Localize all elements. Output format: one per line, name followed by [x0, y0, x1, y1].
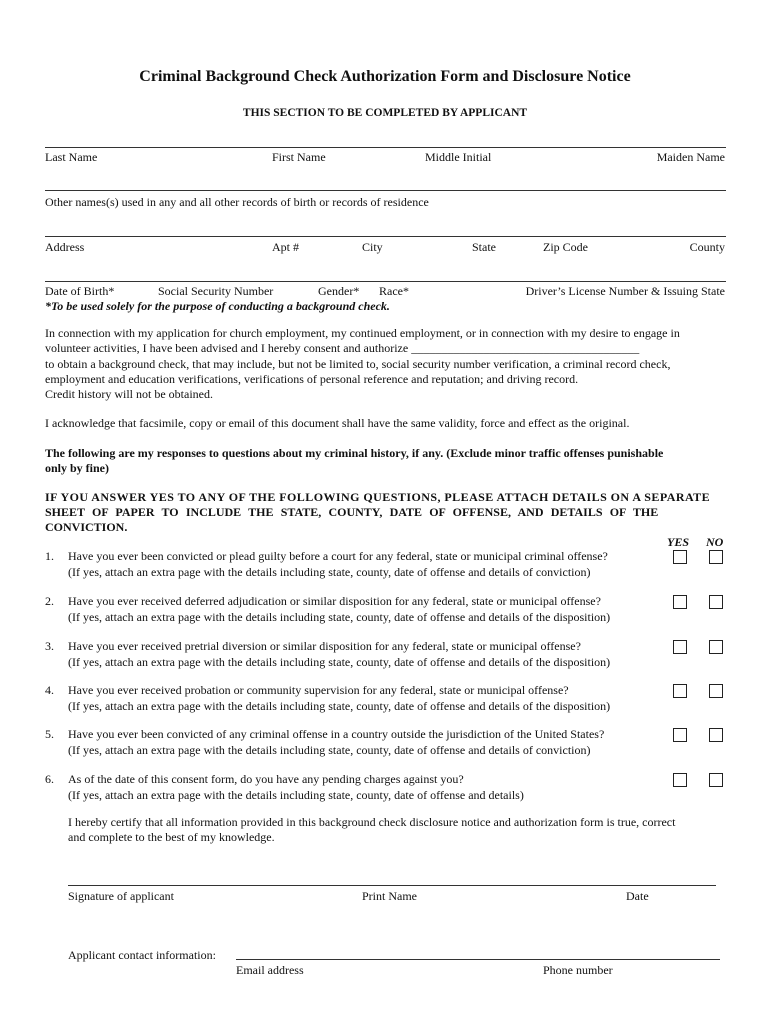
certify-line-2: and complete to the best of my knowledge. [68, 830, 275, 844]
question-6-no-checkbox[interactable] [709, 773, 723, 787]
zip-code-label: Zip Code [543, 240, 588, 254]
address-label: Address [45, 240, 85, 254]
no-column-header: NO [706, 535, 724, 549]
state-label: State [472, 240, 496, 254]
question-number: 6. [45, 772, 54, 786]
section-subtitle: THIS SECTION TO BE COMPLETED BY APPLICANT [242, 107, 528, 119]
question-1-no-checkbox[interactable] [709, 550, 723, 564]
middle-initial-label: Middle Initial [425, 150, 492, 164]
question-4-yes-checkbox[interactable] [673, 684, 687, 698]
question-3-yes-checkbox[interactable] [673, 640, 687, 654]
question-text: Have you ever been convicted or plead guilty before a court for any federal, state or municipal criminal offense? [68, 549, 608, 563]
footnote: *To be used solely for the purpose of conducting a background check. [45, 299, 390, 313]
question-6-yes-checkbox[interactable] [673, 773, 687, 787]
question-4-no-checkbox[interactable] [709, 684, 723, 698]
gender-label: Gender* [318, 284, 360, 298]
license-label: Driver’s License Number & Issuing State [525, 284, 725, 298]
consent-line-1: In connection with my application for church employment, my continued employment, or in connection with my desire to engage in [45, 326, 680, 340]
name-line[interactable] [45, 147, 726, 148]
race-label: Race* [379, 284, 409, 298]
dob-label: Date of Birth* [45, 284, 115, 298]
consent-line-3: to obtain a background check, that may include, but not be limited to, social security number verification, a criminal record check, [45, 357, 671, 371]
email-label: Email address [236, 963, 304, 977]
responses-intro-line-1: The following are my responses to questions about my criminal history, if any. (Exclude minor traffic offenses punishable [45, 446, 664, 460]
ssn-label: Social Security Number [158, 284, 274, 298]
question-2-no-checkbox[interactable] [709, 595, 723, 609]
apt-label: Apt # [272, 240, 299, 254]
instructions-line-3: CONVICTION. [45, 520, 128, 534]
consent-line-2: volunteer activities, I have been advised and I hereby consent and authorize ______________________________________ [45, 341, 640, 355]
question-note: (If yes, attach an extra page with the details including state, county, date of offense and details of the disposition) [68, 655, 611, 669]
date-label: Date [626, 889, 649, 903]
question-text: Have you ever received probation or community supervision for any federal, state or municipal offense? [68, 683, 569, 697]
signature-label: Signature of applicant [68, 889, 174, 903]
question-text: As of the date of this consent form, do you have any pending charges against you? [68, 772, 464, 786]
question-number: 4. [45, 683, 54, 697]
question-number: 3. [45, 639, 54, 653]
instructions-line-2: SHEET OF PAPER TO INCLUDE THE STATE, COUNTY, DATE OF OFFENSE, AND DETAILS OF THE [45, 505, 659, 519]
question-text: Have you ever received pretrial diversion or similar disposition for any federal, state or municipal offense? [68, 639, 581, 653]
signature-line[interactable] [68, 885, 716, 886]
question-number: 1. [45, 549, 54, 563]
responses-intro-line-2: only by fine) [45, 461, 110, 475]
question-note: (If yes, attach an extra page with the details including state, county, date of offense and details of the disposition) [68, 610, 611, 624]
question-note: (If yes, attach an extra page with the details including state, county, date of offense and details of the disposition) [68, 699, 611, 713]
personal-info-line[interactable] [45, 281, 726, 282]
consent-line-4: employment and education verifications, verifications of personal reference and reputation; and driving record. [45, 372, 579, 386]
page-title: Criminal Background Check Authorization Form and Disclosure Notice [139, 68, 631, 85]
first-name-label: First Name [272, 150, 326, 164]
other-names-line[interactable] [45, 190, 726, 191]
contact-line[interactable] [236, 959, 720, 960]
question-2-yes-checkbox[interactable] [673, 595, 687, 609]
question-1-yes-checkbox[interactable] [673, 550, 687, 564]
question-text: Have you ever been convicted of any criminal offense in a country outside the jurisdiction of the United States? [68, 727, 605, 741]
acknowledge-text: I acknowledge that facsimile, copy or email of this document shall have the same validity, force and effect as the original. [45, 416, 630, 430]
phone-label: Phone number [543, 963, 613, 977]
question-5-yes-checkbox[interactable] [673, 728, 687, 742]
consent-line-5: Credit history will not be obtained. [45, 387, 213, 401]
instructions-line-1: IF YOU ANSWER YES TO ANY OF THE FOLLOWING QUESTIONS, PLEASE ATTACH DETAILS ON A SEPARATE [45, 490, 711, 504]
county-label: County [689, 240, 725, 254]
address-line[interactable] [45, 236, 726, 237]
question-note: (If yes, attach an extra page with the details including state, county, date of offense and details of conviction) [68, 743, 591, 757]
question-3-no-checkbox[interactable] [709, 640, 723, 654]
certify-line-1: I hereby certify that all information provided in this background check disclosure notice and authorization form is true, correct [68, 815, 676, 829]
contact-label: Applicant contact information: [68, 948, 216, 962]
question-note: (If yes, attach an extra page with the details including state, county, date of offense and details) [68, 788, 524, 802]
question-note: (If yes, attach an extra page with the details including state, county, date of offense and details of conviction) [68, 565, 591, 579]
question-5-no-checkbox[interactable] [709, 728, 723, 742]
last-name-label: Last Name [45, 150, 98, 164]
maiden-name-label: Maiden Name [656, 150, 725, 164]
question-number: 2. [45, 594, 54, 608]
question-number: 5. [45, 727, 54, 741]
other-names-label: Other names(s) used in any and all other records of birth or records of residence [45, 195, 429, 209]
print-name-label: Print Name [362, 889, 417, 903]
question-text: Have you ever received deferred adjudication or similar disposition for any federal, state or municipal offense? [68, 594, 601, 608]
yes-column-header: YES [667, 535, 690, 549]
city-label: City [362, 240, 383, 254]
